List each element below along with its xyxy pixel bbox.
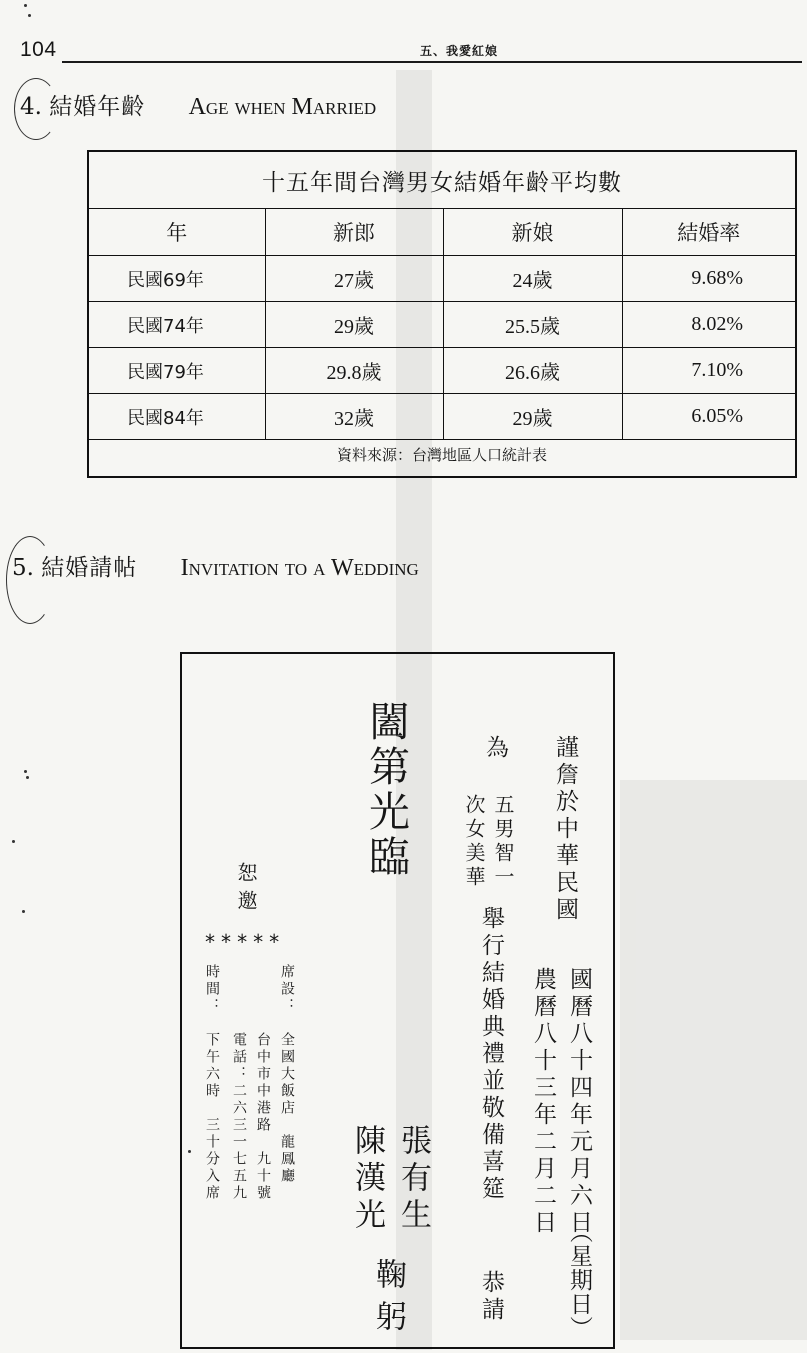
- column-header: 結婚率: [622, 209, 795, 256]
- column-header: 年: [89, 209, 265, 256]
- host-name-1-bow: 鞠: [370, 1258, 406, 1295]
- page-number: 104: [20, 38, 57, 61]
- section-number: 5.: [12, 555, 34, 581]
- running-head: 五、我愛紅娘: [420, 44, 499, 58]
- section-title-en: Invitation to a Wedding: [180, 555, 419, 581]
- invitation-respectfully: 恭請: [478, 1270, 504, 1324]
- column-header: 新郎: [265, 209, 443, 256]
- time-label: 時間：: [204, 964, 220, 1015]
- groom-age-cell: 32歲: [265, 394, 443, 440]
- bride-age-cell: 25.5歲: [443, 302, 622, 348]
- section-5-title: [12, 549, 419, 582]
- marriage-rate-cell: 9.68%: [622, 256, 795, 302]
- scan-speck: [12, 840, 15, 843]
- invitation-closing: 恕邀: [234, 862, 258, 918]
- invitation-main-title: 闔第光臨: [362, 700, 410, 880]
- bride-age-cell: 26.6歲: [443, 348, 622, 394]
- invitation-ceremony-line: 舉行結婚典禮並敬備喜筵: [478, 906, 504, 1203]
- venue-phone: 電話：二六三一七五九: [231, 1032, 247, 1202]
- table-row: [89, 256, 795, 302]
- section-title-zh: 結婚年齡: [49, 94, 146, 120]
- invitation-date-solar: 國曆八十四年元月六日: [566, 967, 592, 1237]
- marriage-age-table: [87, 150, 797, 478]
- invitation-date-lunar: 農曆八十三年二月二日: [530, 967, 556, 1237]
- scan-speck: [22, 910, 25, 913]
- scan-speck: [24, 4, 27, 7]
- stats-table: [89, 152, 795, 468]
- section-title-zh: 結婚請帖: [41, 555, 138, 581]
- year-cell: 民國69年: [89, 256, 265, 302]
- bride-age-cell: 24歲: [443, 256, 622, 302]
- table-title: 十五年間台灣男女結婚年齡平均數: [89, 152, 795, 209]
- section-number: 4.: [20, 94, 42, 120]
- table-source-row: [89, 440, 795, 469]
- table-row: [89, 302, 795, 348]
- host-name-2: 陳漢光: [349, 1124, 385, 1235]
- invitation-for: 為: [482, 735, 508, 762]
- table-source: 資料來源：台灣地區人口統計表: [89, 440, 795, 469]
- scan-speck: [24, 770, 27, 773]
- table-row: [89, 394, 795, 440]
- bride-name: 次女美華: [462, 794, 486, 890]
- groom-age-cell: 27歲: [265, 256, 443, 302]
- venue-label: 席設：: [279, 964, 295, 1015]
- marriage-rate-cell: 8.02%: [622, 302, 795, 348]
- year-cell: 民國74年: [89, 302, 265, 348]
- year-cell: 民國84年: [89, 394, 265, 440]
- time-value: 下午六時 三十分入席: [204, 1032, 220, 1202]
- groom-age-cell: 29.8歲: [265, 348, 443, 394]
- year-cell: 民國79年: [89, 348, 265, 394]
- venue-address: 台中市中港路 九十號: [255, 1032, 271, 1202]
- header-rule: [62, 61, 802, 63]
- scan-shadow: [620, 780, 807, 1340]
- host-name-1: 張有生: [395, 1124, 431, 1235]
- section-4-title: [20, 88, 376, 121]
- bride-age-cell: 29歲: [443, 394, 622, 440]
- host-name-2-bow: 躬: [370, 1300, 406, 1337]
- venue-name: 全國大飯店 龍鳳廳: [279, 1032, 295, 1185]
- column-header: 新娘: [443, 209, 622, 256]
- scan-speck: [26, 776, 29, 779]
- section-title-en: Age when Married: [188, 94, 377, 120]
- scan-speck: [28, 14, 31, 17]
- invitation-line-1: 謹詹於中華民國: [552, 735, 578, 924]
- groom-age-cell: 29歲: [265, 302, 443, 348]
- decorative-stars: *****: [204, 930, 285, 954]
- table-row: [89, 348, 795, 394]
- table-title-row: [89, 152, 795, 209]
- marriage-rate-cell: 7.10%: [622, 348, 795, 394]
- groom-name: 五男智一: [491, 794, 515, 890]
- invitation-weekday: （星期日）: [566, 1220, 592, 1340]
- scan-speck: [188, 1150, 191, 1153]
- marriage-rate-cell: 6.05%: [622, 394, 795, 440]
- table-header-row: [89, 209, 795, 256]
